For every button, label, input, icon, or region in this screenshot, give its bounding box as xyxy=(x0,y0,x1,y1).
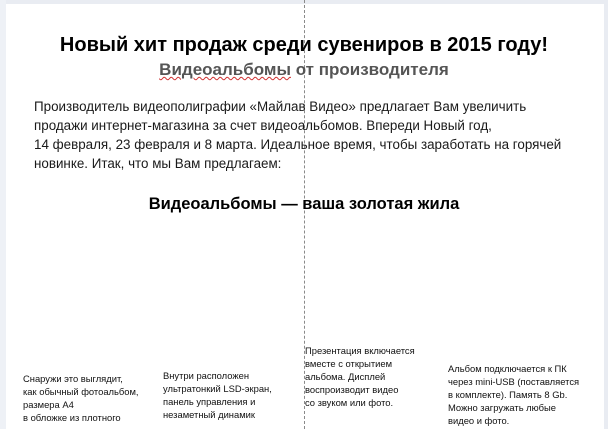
caption-line: со звуком или фото. xyxy=(305,397,394,408)
caption-line: вместе с открытием xyxy=(305,358,393,369)
intro-line: Производитель видеополиграфии «Майлав Видео» предлагает Вам увеличить xyxy=(34,99,527,114)
caption-line: альбома. Дисплей xyxy=(305,371,386,382)
caption-exterior[interactable] xyxy=(23,372,139,424)
caption-line: видео и фото. xyxy=(448,415,510,426)
caption-line: в обложке из плотного xyxy=(23,412,121,423)
slide-subtitle[interactable] xyxy=(20,60,588,80)
intro-line: продажи интернет-магазина за счет видеоальбомов. Впереди Новый год, xyxy=(34,118,492,133)
caption-presentation[interactable] xyxy=(305,344,415,409)
caption-line: Снаружи это выглядит, xyxy=(23,373,123,384)
slide-title[interactable]: Новый хит продаж среди сувениров в 2015 году! xyxy=(59,34,549,56)
caption-line: ультратонкий LSD-экран, xyxy=(163,383,272,394)
caption-line: в комплекте). Память 8 Gb. xyxy=(448,389,568,400)
caption-interior[interactable] xyxy=(163,369,272,421)
caption-line: Альбом подключается к ПК xyxy=(448,363,567,374)
intro-line: 14 февраля, 23 февраля и 8 марта. Идеальное время, чтобы заработать на горячей xyxy=(34,137,562,152)
intro-line: новинке. Итак, что мы Вам предлагаем: xyxy=(34,156,282,171)
caption-line: Внутри расположен xyxy=(163,370,250,381)
subtitle-word: Видеоальбомы xyxy=(159,60,291,79)
intro-paragraph[interactable] xyxy=(34,97,561,173)
caption-line: Презентация включается xyxy=(305,345,415,356)
slide-right-edge xyxy=(604,0,608,429)
caption-line: как обычный фотоальбом, xyxy=(23,386,139,397)
caption-line: незаметный динамик xyxy=(163,409,255,420)
caption-line: панель управления и xyxy=(163,396,256,407)
subtitle-rest: от производителя xyxy=(291,60,449,79)
slide-left-edge xyxy=(0,0,6,429)
caption-line: размера А4 xyxy=(23,399,74,410)
caption-line: Можно загружать любые xyxy=(448,402,557,413)
caption-connection[interactable] xyxy=(448,362,579,427)
caption-line: через mini-USB (поставляется xyxy=(448,376,580,387)
slogan-heading[interactable]: Видеоальбомы — ваша золотая жила xyxy=(148,195,460,213)
caption-line: воспроизводит видео xyxy=(305,384,399,395)
